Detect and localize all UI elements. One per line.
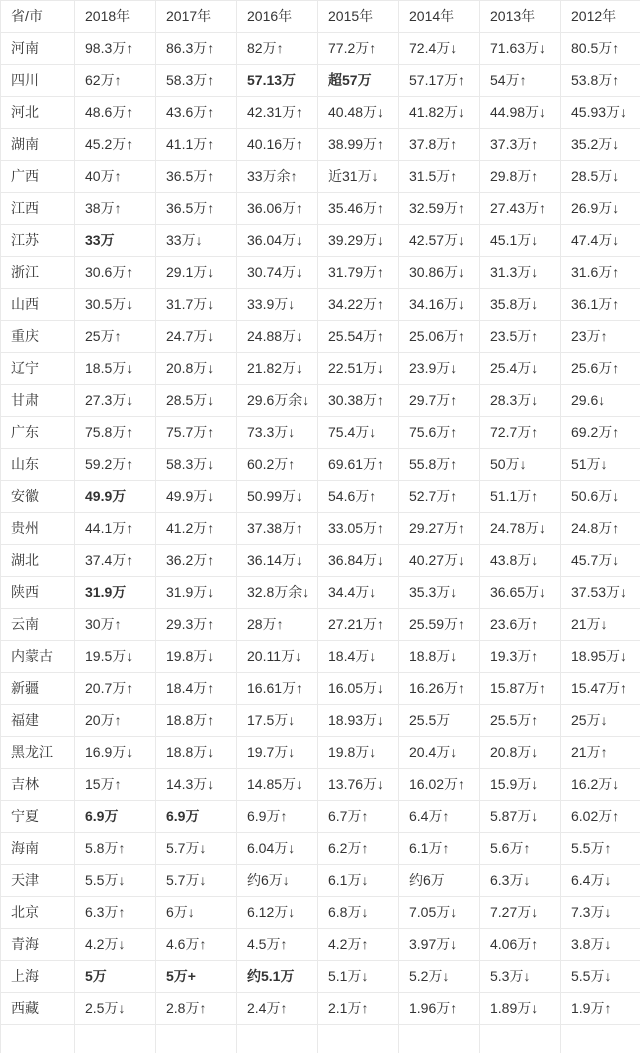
value-cell: 35.46万↑	[318, 193, 399, 225]
table-row	[1, 705, 640, 737]
value-cell: 5.6万↑	[480, 833, 561, 865]
value-cell: 2.8万↑	[156, 993, 237, 1025]
value-cell: 14.3万↓	[156, 769, 237, 801]
value-cell: 6.9万↑	[237, 801, 318, 833]
value-cell: 6.9万	[75, 801, 156, 833]
value-cell: 20.4万↓	[399, 737, 480, 769]
value-cell: 18.95万↓	[561, 641, 640, 673]
value-cell: 3.97万↓	[399, 929, 480, 961]
empty-cell	[1, 1025, 75, 1053]
table-row	[1, 129, 640, 161]
value-cell: 51.1万↑	[480, 481, 561, 513]
value-cell: 40.27万↓	[399, 545, 480, 577]
value-cell: 18.4万↓	[318, 641, 399, 673]
value-cell: 45.7万↓	[561, 545, 640, 577]
value-cell: 55.8万↑	[399, 449, 480, 481]
value-cell: 约5.1万	[237, 961, 318, 993]
value-cell: 5.5万↓	[561, 961, 640, 993]
value-cell: 40万↑	[75, 161, 156, 193]
value-cell: 5.1万↓	[318, 961, 399, 993]
value-cell: 33万↓	[156, 225, 237, 257]
value-cell: 29.27万↑	[399, 513, 480, 545]
table-row	[1, 353, 640, 385]
value-cell: 29.1万↓	[156, 257, 237, 289]
value-cell: 86.3万↑	[156, 33, 237, 65]
table-row	[1, 641, 640, 673]
value-cell: 27.3万↓	[75, 385, 156, 417]
table-row	[1, 65, 640, 97]
value-cell: 6.04万↓	[237, 833, 318, 865]
value-cell: 18.5万↓	[75, 353, 156, 385]
value-cell: 50.6万↓	[561, 481, 640, 513]
value-cell: 6.4万↑	[399, 801, 480, 833]
value-cell: 50.99万↓	[237, 481, 318, 513]
empty-row	[1, 1025, 640, 1053]
column-header-year: 2014年	[399, 1, 480, 33]
column-header-year: 2012年	[561, 1, 640, 33]
table-row	[1, 833, 640, 865]
value-cell: 36.06万↑	[237, 193, 318, 225]
value-cell: 26.9万↓	[561, 193, 640, 225]
value-cell: 4.5万↑	[237, 929, 318, 961]
value-cell: 72.7万↑	[480, 417, 561, 449]
value-cell: 36.65万↓	[480, 577, 561, 609]
value-cell: 36.14万↓	[237, 545, 318, 577]
value-cell: 25.6万↑	[561, 353, 640, 385]
value-cell: 4.2万↑	[318, 929, 399, 961]
column-header-year: 2013年	[480, 1, 561, 33]
province-cell: 陕西	[1, 577, 75, 609]
value-cell: 36.1万↑	[561, 289, 640, 321]
value-cell: 6.2万↑	[318, 833, 399, 865]
value-cell: 75.4万↓	[318, 417, 399, 449]
value-cell: 24.78万↓	[480, 513, 561, 545]
value-cell: 21.82万↓	[237, 353, 318, 385]
value-cell: 41.82万↓	[399, 97, 480, 129]
value-cell: 51万↓	[561, 449, 640, 481]
value-cell: 41.2万↑	[156, 513, 237, 545]
province-cell: 甘肃	[1, 385, 75, 417]
value-cell: 19.5万↓	[75, 641, 156, 673]
value-cell: 16.02万↑	[399, 769, 480, 801]
value-cell: 31.6万↑	[561, 257, 640, 289]
column-header-province: 省/市	[1, 1, 75, 33]
value-cell: 31.79万↑	[318, 257, 399, 289]
province-cell: 内蒙古	[1, 641, 75, 673]
value-cell: 6.7万↑	[318, 801, 399, 833]
value-cell: 45.2万↑	[75, 129, 156, 161]
empty-cell	[156, 1025, 237, 1053]
province-cell: 重庆	[1, 321, 75, 353]
value-cell: 6.1万↓	[318, 865, 399, 897]
table-row	[1, 33, 640, 65]
value-cell: 25万↓	[561, 705, 640, 737]
table-row	[1, 801, 640, 833]
value-cell: 20万↑	[75, 705, 156, 737]
value-cell: 5.5万↑	[561, 833, 640, 865]
table-row	[1, 865, 640, 897]
value-cell: 36.84万↓	[318, 545, 399, 577]
value-cell: 44.98万↓	[480, 97, 561, 129]
value-cell: 6.12万↓	[237, 897, 318, 929]
table-row	[1, 385, 640, 417]
province-cell: 西藏	[1, 993, 75, 1025]
table-row	[1, 545, 640, 577]
value-cell: 37.8万↑	[399, 129, 480, 161]
value-cell: 77.2万↑	[318, 33, 399, 65]
value-cell: 34.16万↓	[399, 289, 480, 321]
value-cell: 20.11万↓	[237, 641, 318, 673]
table-row	[1, 577, 640, 609]
value-cell: 37.53万↓	[561, 577, 640, 609]
column-header-year: 2015年	[318, 1, 399, 33]
value-cell: 30.6万↑	[75, 257, 156, 289]
value-cell: 54.6万↑	[318, 481, 399, 513]
value-cell: 23万↑	[561, 321, 640, 353]
value-cell: 69.2万↑	[561, 417, 640, 449]
value-cell: 33万	[75, 225, 156, 257]
value-cell: 23.5万↑	[480, 321, 561, 353]
value-cell: 16.26万↑	[399, 673, 480, 705]
province-cell: 青海	[1, 929, 75, 961]
value-cell: 13.76万↓	[318, 769, 399, 801]
table-row	[1, 961, 640, 993]
value-cell: 5.5万↓	[75, 865, 156, 897]
value-cell: 14.85万↓	[237, 769, 318, 801]
value-cell: 1.9万↑	[561, 993, 640, 1025]
value-cell: 5.8万↑	[75, 833, 156, 865]
value-cell: 75.6万↑	[399, 417, 480, 449]
table-row	[1, 321, 640, 353]
value-cell: 25万↑	[75, 321, 156, 353]
value-cell: 98.3万↑	[75, 33, 156, 65]
value-cell: 49.9万	[75, 481, 156, 513]
value-cell: 58.3万↓	[156, 449, 237, 481]
value-cell: 28.5万↓	[156, 385, 237, 417]
value-cell: 59.2万↑	[75, 449, 156, 481]
value-cell: 6.1万↑	[399, 833, 480, 865]
value-cell: 18.8万↑	[156, 705, 237, 737]
value-cell: 27.43万↑	[480, 193, 561, 225]
value-cell: 36.2万↑	[156, 545, 237, 577]
value-cell: 20.7万↑	[75, 673, 156, 705]
value-cell: 6.02万↑	[561, 801, 640, 833]
value-cell: 31.5万↑	[399, 161, 480, 193]
value-cell: 16.2万↓	[561, 769, 640, 801]
value-cell: 6.3万↑	[75, 897, 156, 929]
value-cell: 49.9万↓	[156, 481, 237, 513]
empty-cell	[480, 1025, 561, 1053]
value-cell: 23.6万↑	[480, 609, 561, 641]
value-cell: 5.3万↓	[480, 961, 561, 993]
value-cell: 29.6↓	[561, 385, 640, 417]
value-cell: 30.86万↓	[399, 257, 480, 289]
value-cell: 5.87万↓	[480, 801, 561, 833]
province-cell: 新疆	[1, 673, 75, 705]
value-cell: 25.4万↓	[480, 353, 561, 385]
value-cell: 3.8万↓	[561, 929, 640, 961]
value-cell: 5.7万↓	[156, 865, 237, 897]
value-cell: 17.5万↓	[237, 705, 318, 737]
value-cell: 47.4万↓	[561, 225, 640, 257]
value-cell: 43.8万↓	[480, 545, 561, 577]
value-cell: 37.3万↑	[480, 129, 561, 161]
value-cell: 35.2万↓	[561, 129, 640, 161]
value-cell: 2.1万↑	[318, 993, 399, 1025]
value-cell: 30万↑	[75, 609, 156, 641]
value-cell: 18.4万↑	[156, 673, 237, 705]
value-cell: 34.22万↑	[318, 289, 399, 321]
table-row	[1, 673, 640, 705]
table-row	[1, 161, 640, 193]
value-cell: 4.06万↑	[480, 929, 561, 961]
value-cell: 62万↑	[75, 65, 156, 97]
table-row	[1, 513, 640, 545]
province-cell: 辽宁	[1, 353, 75, 385]
province-cell: 山东	[1, 449, 75, 481]
value-cell: 39.29万↓	[318, 225, 399, 257]
value-cell: 25.5万↑	[480, 705, 561, 737]
value-cell: 32.59万↑	[399, 193, 480, 225]
value-cell: 1.96万↑	[399, 993, 480, 1025]
value-cell: 73.3万↓	[237, 417, 318, 449]
column-header-year: 2018年	[75, 1, 156, 33]
province-cell: 湖北	[1, 545, 75, 577]
value-cell: 31.9万	[75, 577, 156, 609]
column-header-year: 2016年	[237, 1, 318, 33]
province-cell: 北京	[1, 897, 75, 929]
value-cell: 28万↑	[237, 609, 318, 641]
value-cell: 38.99万↑	[318, 129, 399, 161]
value-cell: 19.7万↓	[237, 737, 318, 769]
value-cell: 1.89万↓	[480, 993, 561, 1025]
value-cell: 35.8万↓	[480, 289, 561, 321]
value-cell: 约6万↓	[237, 865, 318, 897]
value-cell: 6.4万↓	[561, 865, 640, 897]
value-cell: 75.7万↑	[156, 417, 237, 449]
value-cell: 57.13万	[237, 65, 318, 97]
value-cell: 6.9万	[156, 801, 237, 833]
value-cell: 23.9万↓	[399, 353, 480, 385]
value-cell: 18.93万↓	[318, 705, 399, 737]
value-cell: 4.2万↓	[75, 929, 156, 961]
table-row	[1, 97, 640, 129]
value-cell: 24.7万↓	[156, 321, 237, 353]
value-cell: 33万余↑	[237, 161, 318, 193]
value-cell: 29.7万↑	[399, 385, 480, 417]
value-cell: 19.3万↑	[480, 641, 561, 673]
value-cell: 28.5万↓	[561, 161, 640, 193]
value-cell: 5.2万↓	[399, 961, 480, 993]
value-cell: 18.8万↓	[156, 737, 237, 769]
table-body	[1, 33, 640, 1053]
province-cell: 湖南	[1, 129, 75, 161]
value-cell: 约6万	[399, 865, 480, 897]
value-cell: 5.7万↓	[156, 833, 237, 865]
value-cell: 58.3万↑	[156, 65, 237, 97]
value-cell: 30.74万↓	[237, 257, 318, 289]
table-row	[1, 449, 640, 481]
value-cell: 36.5万↑	[156, 161, 237, 193]
table-row	[1, 897, 640, 929]
province-cell: 上海	[1, 961, 75, 993]
value-cell: 21万↓	[561, 609, 640, 641]
value-cell: 15.87万↑	[480, 673, 561, 705]
value-cell: 36.04万↓	[237, 225, 318, 257]
value-cell: 36.5万↑	[156, 193, 237, 225]
value-cell: 33.05万↑	[318, 513, 399, 545]
value-cell: 34.4万↓	[318, 577, 399, 609]
value-cell: 18.8万↓	[399, 641, 480, 673]
value-cell: 37.38万↑	[237, 513, 318, 545]
table-row	[1, 289, 640, 321]
table-row	[1, 225, 640, 257]
empty-cell	[318, 1025, 399, 1053]
value-cell: 43.6万↑	[156, 97, 237, 129]
value-cell: 52.7万↑	[399, 481, 480, 513]
value-cell: 25.06万↑	[399, 321, 480, 353]
province-cell: 海南	[1, 833, 75, 865]
value-cell: 82万↑	[237, 33, 318, 65]
value-cell: 16.61万↑	[237, 673, 318, 705]
province-cell: 安徽	[1, 481, 75, 513]
value-cell: 75.8万↑	[75, 417, 156, 449]
value-cell: 20.8万↓	[480, 737, 561, 769]
value-cell: 31.7万↓	[156, 289, 237, 321]
province-cell: 广东	[1, 417, 75, 449]
value-cell: 2.4万↑	[237, 993, 318, 1025]
table-row	[1, 481, 640, 513]
value-cell: 24.88万↓	[237, 321, 318, 353]
value-cell: 20.8万↓	[156, 353, 237, 385]
value-cell: 28.3万↓	[480, 385, 561, 417]
province-cell: 福建	[1, 705, 75, 737]
value-cell: 71.63万↓	[480, 33, 561, 65]
value-cell: 45.1万↓	[480, 225, 561, 257]
value-cell: 45.93万↓	[561, 97, 640, 129]
table-row	[1, 609, 640, 641]
value-cell: 48.6万↑	[75, 97, 156, 129]
province-cell: 河北	[1, 97, 75, 129]
value-cell: 31.3万↓	[480, 257, 561, 289]
header-row	[1, 1, 640, 33]
table-row	[1, 737, 640, 769]
province-cell: 江苏	[1, 225, 75, 257]
province-cell: 山西	[1, 289, 75, 321]
value-cell: 57.17万↑	[399, 65, 480, 97]
table-row	[1, 769, 640, 801]
table-row	[1, 929, 640, 961]
value-cell: 6.3万↓	[480, 865, 561, 897]
value-cell: 50万↓	[480, 449, 561, 481]
value-cell: 7.3万↓	[561, 897, 640, 929]
table-row	[1, 193, 640, 225]
value-cell: 27.21万↑	[318, 609, 399, 641]
value-cell: 15万↑	[75, 769, 156, 801]
value-cell: 41.1万↑	[156, 129, 237, 161]
value-cell: 69.61万↑	[318, 449, 399, 481]
value-cell: 29.6万余↓	[237, 385, 318, 417]
value-cell: 29.3万↑	[156, 609, 237, 641]
value-cell: 40.16万↑	[237, 129, 318, 161]
column-header-year: 2017年	[156, 1, 237, 33]
value-cell: 29.8万↑	[480, 161, 561, 193]
value-cell: 44.1万↑	[75, 513, 156, 545]
value-cell: 42.31万↑	[237, 97, 318, 129]
province-cell: 贵州	[1, 513, 75, 545]
value-cell: 15.47万↑	[561, 673, 640, 705]
province-cell: 河南	[1, 33, 75, 65]
province-cell: 天津	[1, 865, 75, 897]
value-cell: 60.2万↑	[237, 449, 318, 481]
value-cell: 40.48万↓	[318, 97, 399, 129]
empty-cell	[75, 1025, 156, 1053]
empty-cell	[399, 1025, 480, 1053]
empty-cell	[561, 1025, 640, 1053]
province-cell: 四川	[1, 65, 75, 97]
province-cell: 广西	[1, 161, 75, 193]
value-cell: 5万+	[156, 961, 237, 993]
value-cell: 30.5万↓	[75, 289, 156, 321]
province-cell: 黑龙江	[1, 737, 75, 769]
table-row	[1, 257, 640, 289]
value-cell: 5万	[75, 961, 156, 993]
value-cell: 超57万	[318, 65, 399, 97]
province-cell: 浙江	[1, 257, 75, 289]
table-row	[1, 417, 640, 449]
value-cell: 33.9万↓	[237, 289, 318, 321]
province-cell: 吉林	[1, 769, 75, 801]
value-cell: 32.8万余↓	[237, 577, 318, 609]
province-cell: 宁夏	[1, 801, 75, 833]
value-cell: 7.27万↓	[480, 897, 561, 929]
empty-cell	[237, 1025, 318, 1053]
value-cell: 54万↑	[480, 65, 561, 97]
value-cell: 22.51万↓	[318, 353, 399, 385]
value-cell: 19.8万↓	[156, 641, 237, 673]
value-cell: 37.4万↑	[75, 545, 156, 577]
value-cell: 7.05万↓	[399, 897, 480, 929]
value-cell: 25.5万	[399, 705, 480, 737]
province-cell: 云南	[1, 609, 75, 641]
value-cell: 6万↓	[156, 897, 237, 929]
value-cell: 2.5万↓	[75, 993, 156, 1025]
value-cell: 25.54万↑	[318, 321, 399, 353]
value-cell: 21万↑	[561, 737, 640, 769]
value-cell: 72.4万↓	[399, 33, 480, 65]
value-cell: 近31万↓	[318, 161, 399, 193]
value-cell: 16.9万↓	[75, 737, 156, 769]
value-cell: 80.5万↑	[561, 33, 640, 65]
value-cell: 30.38万↑	[318, 385, 399, 417]
value-cell: 15.9万↓	[480, 769, 561, 801]
value-cell: 19.8万↓	[318, 737, 399, 769]
value-cell: 38万↑	[75, 193, 156, 225]
value-cell: 35.3万↓	[399, 577, 480, 609]
value-cell: 4.6万↑	[156, 929, 237, 961]
value-cell: 31.9万↓	[156, 577, 237, 609]
value-cell: 24.8万↑	[561, 513, 640, 545]
value-cell: 53.8万↑	[561, 65, 640, 97]
table-row	[1, 993, 640, 1025]
value-cell: 6.8万↓	[318, 897, 399, 929]
value-cell: 25.59万↑	[399, 609, 480, 641]
value-cell: 42.57万↓	[399, 225, 480, 257]
province-cell: 江西	[1, 193, 75, 225]
value-cell: 16.05万↓	[318, 673, 399, 705]
